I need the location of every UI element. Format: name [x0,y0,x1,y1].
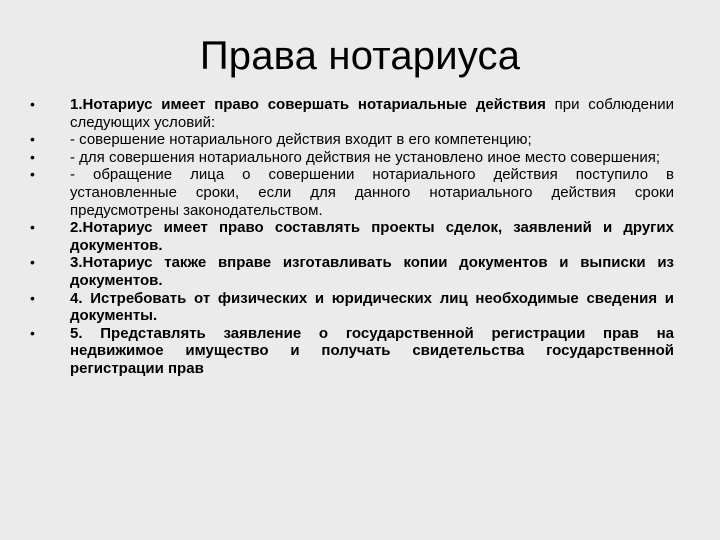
list-item-plain-text: - для совершения нотариального действия не установлено иное место совершения; [70,148,661,166]
list-item-text [70,254,674,289]
list-item [30,166,674,219]
bullet-icon: • [30,148,35,165]
list-item-text [70,325,674,378]
list-item [30,96,674,131]
bullet-icon: • [30,166,35,183]
list-item [30,254,674,289]
list-item-text [70,131,674,149]
list-item-text [70,166,674,219]
list-item-bold-text: 1.Нотариус имеет право совершать нотариальные действия [70,96,546,113]
bullet-icon: • [30,289,35,306]
bullet-icon: • [30,219,35,236]
list-item [30,290,674,325]
list-item-text [70,290,674,325]
list-item-text [70,149,674,167]
bullet-icon: • [30,131,35,148]
list-item-bold-text: 3.Нотариус также вправе изготавливать копии документов и выписки из документов. [70,254,674,289]
list-item-plain-text: - совершение нотариального действия входит в его компетенцию; [70,131,532,149]
slide-title: Права нотариуса [199,34,521,78]
bullet-icon: • [30,96,35,112]
bullet-list [30,96,674,378]
bullet-icon: • [30,254,35,271]
bullet-icon: • [30,324,35,341]
list-item-plain-text: - обращение лица о совершении нотариального действия поступило в установленные сроки, если для данного нотариального действия сроки предусмотрены законодательством. [70,166,674,219]
list-item-bold-text: 5. Представлять заявление о государственной регистрации прав на недвижимое имущество и получать свидетельства государственной регистрации прав [70,324,674,377]
list-item-bold-text: 4. Истребовать от физических и юридических лиц необходимые сведения и документы. [70,289,674,325]
list-item [30,131,674,149]
list-item-text [70,219,674,254]
list-item-text [70,96,674,131]
list-item [30,325,674,378]
list-item-bold-text: 2.Нотариус имеет право составлять проекты сделок, заявлений и других документов. [70,219,674,254]
list-item-plain-text: при соблюдении следующих условий: [70,96,674,131]
list-item [30,149,674,167]
list-item [30,219,674,254]
